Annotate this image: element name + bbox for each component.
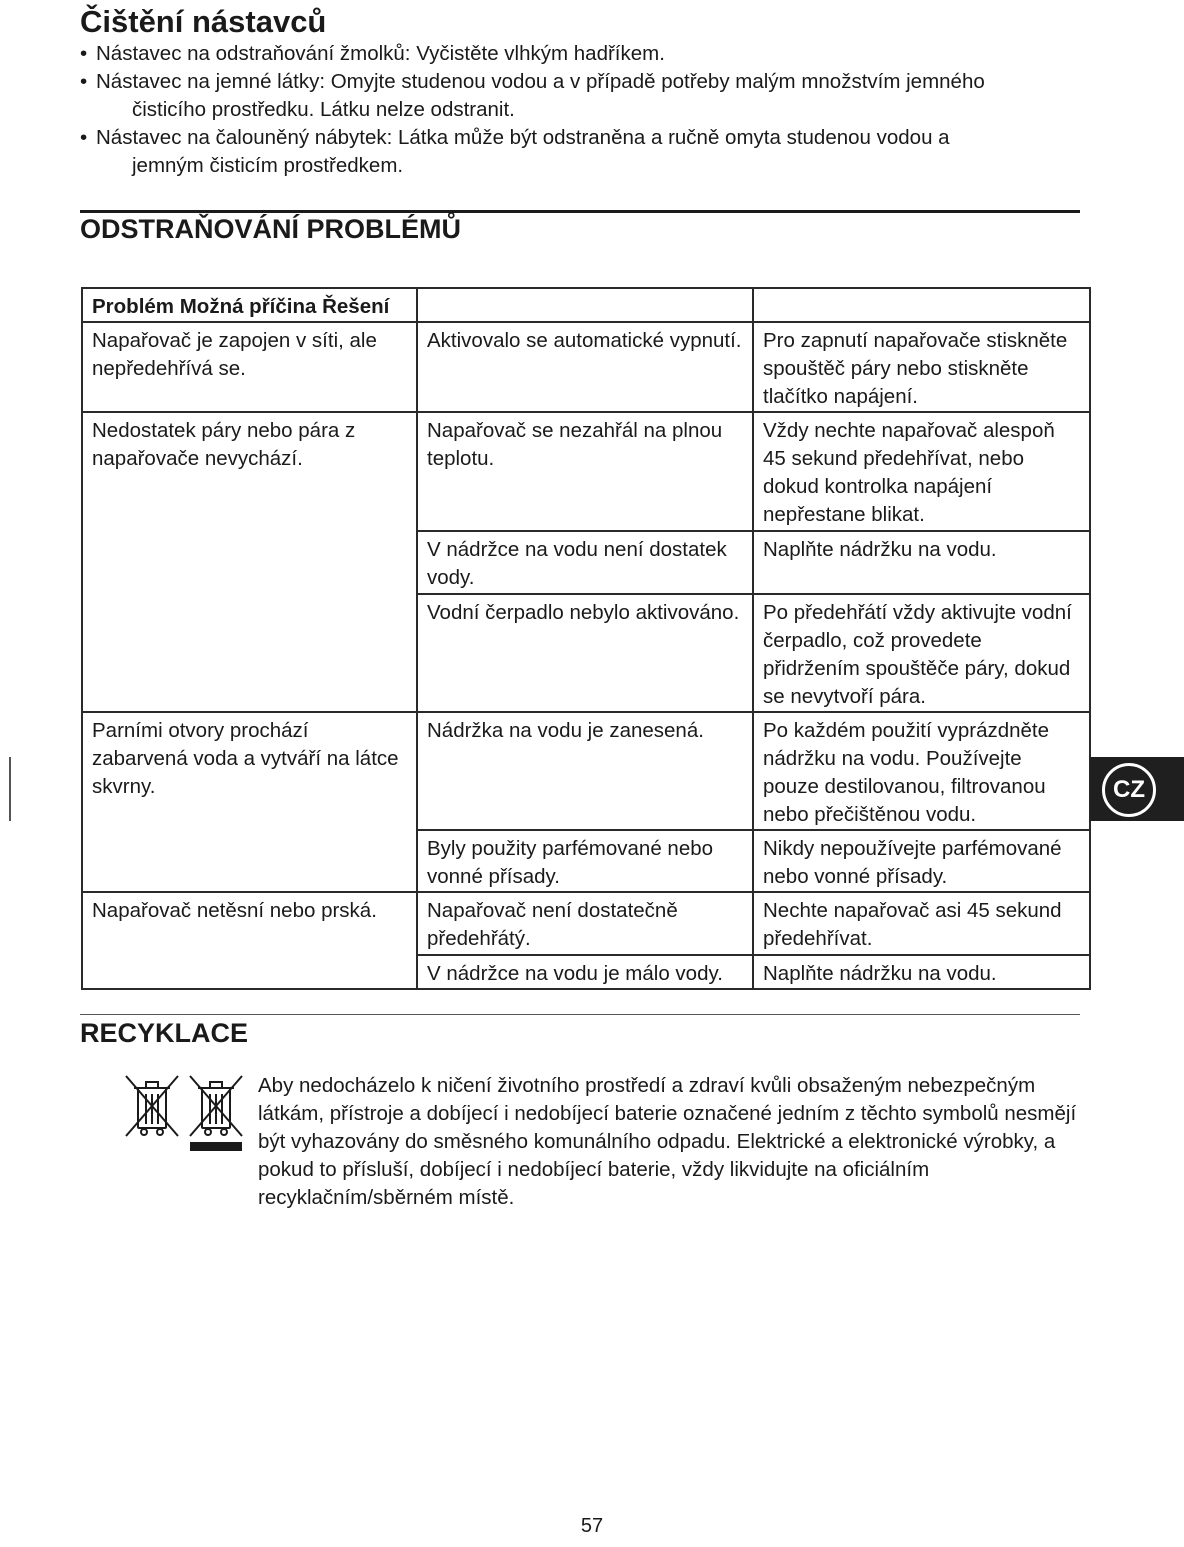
troubleshooting-table bbox=[81, 287, 1091, 990]
cause-cell: Napařovač se nezahřál na plnou teplotu. bbox=[417, 412, 753, 531]
solution-cell: Nikdy nepoužívejte parfémované nebo vonné přísady. bbox=[753, 830, 1090, 892]
table-row bbox=[82, 322, 1090, 412]
language-badge: CZ bbox=[1102, 763, 1156, 817]
table-header-row bbox=[82, 288, 1090, 322]
cleaning-list bbox=[80, 40, 1090, 180]
list-item-text-continued: jemným čisticím prostředkem. bbox=[132, 154, 404, 177]
list-item-text: Nástavec na jemné látky: Omyjte studenou vodou a v případě potřeby malým množstvím jemného bbox=[96, 70, 985, 93]
troubleshooting-title: ODSTRAŇOVÁNÍ PROBLÉMŮ bbox=[80, 214, 462, 244]
table-row bbox=[82, 412, 1090, 531]
cause-cell: Aktivovalo se automatické vypnutí. bbox=[417, 322, 753, 412]
solution-cell: Pro zapnutí napařovače stiskněte spouštěč páry nebo stiskněte tlačítko napájení. bbox=[753, 322, 1090, 412]
bullet: • bbox=[80, 126, 88, 149]
problem-cell: Nedostatek páry nebo pára z napařovače nevychází. bbox=[82, 412, 417, 712]
problem-cell: Napařovač netěsní nebo prská. bbox=[82, 892, 417, 989]
solution-cell: Naplňte nádržku na vodu. bbox=[753, 955, 1090, 989]
cause-cell: V nádržce na vodu je málo vody. bbox=[417, 955, 753, 989]
crossed-bin-battery-icon bbox=[190, 1076, 242, 1136]
problem-cell: Parními otvory prochází zabarvená voda a vytváří na látce skvrny. bbox=[82, 712, 417, 892]
battery-bar-icon bbox=[190, 1142, 242, 1151]
list-item bbox=[80, 40, 1090, 68]
recycling-title: RECYKLACE bbox=[80, 1018, 249, 1048]
list-item-text: Nástavec na odstraňování žmolků: Vyčistěte vlhkým hadříkem. bbox=[96, 42, 665, 65]
cause-cell: Byly použity parfémované nebo vonné přísady. bbox=[417, 830, 753, 892]
table-row bbox=[82, 712, 1090, 830]
bullet: • bbox=[80, 42, 88, 65]
table-header-cell: Problém Možná příčina Řešení bbox=[82, 288, 417, 322]
solution-cell: Naplňte nádržku na vodu. bbox=[753, 531, 1090, 594]
section-divider bbox=[80, 1014, 1080, 1015]
table-header-cell bbox=[417, 288, 753, 322]
cause-cell: Vodní čerpadlo nebylo aktivováno. bbox=[417, 594, 753, 712]
bullet: • bbox=[80, 70, 88, 93]
list-item-text-continued: čisticího prostředku. Látku nelze odstranit. bbox=[132, 98, 515, 121]
recycling-text: Aby nedocházelo k ničení životního prostředí a zdraví kvůli obsaženým nebezpečným látkám, přístroje a dobíjecí i nedobíjecí baterie označené jedním z těchto symbolů nesmějí být vyhazovány do směsného komunálního odpadu. Elektrické a elektronické výrobky, a pokud to přísluší, dobíjecí i nedobíjecí baterie, vždy likvidujte na oficiálním recyklačním/sběrném místě. bbox=[258, 1074, 1077, 1209]
cause-cell: Napařovač není dostatečně předehřátý. bbox=[417, 892, 753, 955]
margin-mark bbox=[9, 757, 11, 821]
table-row bbox=[82, 892, 1090, 955]
cause-cell: Nádržka na vodu je zanesená. bbox=[417, 712, 753, 830]
solution-cell: Nechte napařovač asi 45 sekund předehřívat. bbox=[753, 892, 1090, 955]
cleaning-title: Čištění nástavců bbox=[80, 4, 327, 39]
list-item bbox=[80, 124, 1090, 180]
solution-cell: Vždy nechte napařovač alespoň 45 sekund předehřívat, nebo dokud kontrolka napájení nepřestane blikat. bbox=[753, 412, 1090, 531]
solution-cell: Po každém použití vyprázdněte nádržku na vodu. Používejte pouze destilovanou, filtrovanou nebo přečištěnou vodu. bbox=[753, 712, 1090, 830]
page-number: 57 bbox=[580, 1515, 604, 1537]
language-tab bbox=[1090, 757, 1184, 821]
table-header-cell bbox=[753, 288, 1090, 322]
solution-cell: Po předehřátí vždy aktivujte vodní čerpadlo, což provedete přidržením spouštěče páry, dokud se nevytvoří pára. bbox=[753, 594, 1090, 712]
crossed-bin-icon bbox=[126, 1076, 178, 1136]
problem-cell: Napařovač je zapojen v síti, ale nepředehřívá se. bbox=[82, 322, 417, 412]
weee-bin-icons bbox=[122, 1072, 246, 1156]
list-item bbox=[80, 68, 1090, 124]
cause-cell: V nádržce na vodu není dostatek vody. bbox=[417, 531, 753, 594]
section-divider bbox=[80, 210, 1080, 213]
list-item-text: Nástavec na čalouněný nábytek: Látka může být odstraněna a ručně omyta studenou vodou a bbox=[96, 126, 950, 149]
